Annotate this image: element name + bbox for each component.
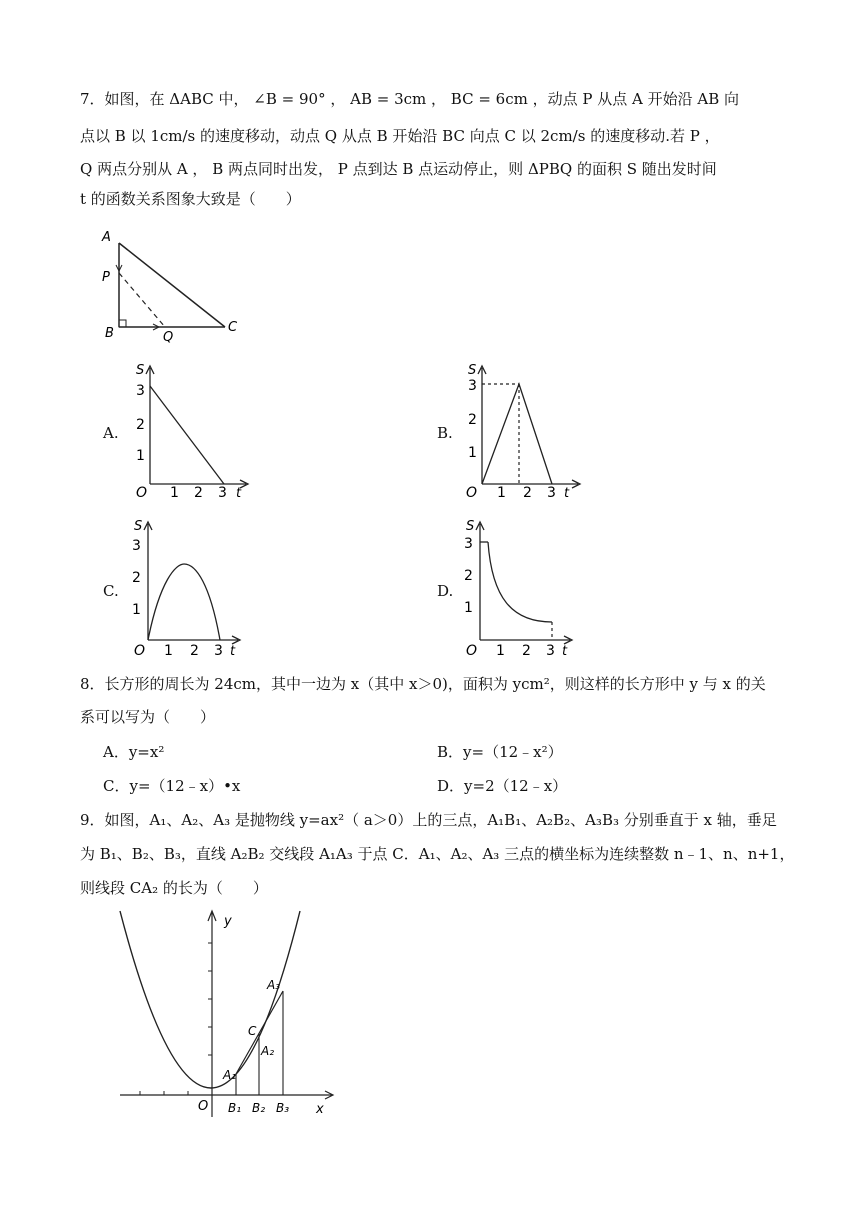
q7-triangle-figure xyxy=(95,225,255,345)
axis-y-label: y xyxy=(224,914,232,929)
q7-option-b-label: B. xyxy=(437,424,453,442)
xtick-3: 3 xyxy=(547,485,556,501)
label-a1: A₁ xyxy=(223,1068,237,1082)
axis-t-label: t xyxy=(230,644,236,659)
q8-option-d: D．y=2（12﹣x） xyxy=(437,777,568,795)
tick-2: 2 xyxy=(132,570,141,586)
tick-1: 1 xyxy=(468,445,477,461)
tick-1: 1 xyxy=(464,600,473,616)
tick-3: 3 xyxy=(468,378,477,394)
q7-line-4: t 的函数关系图象大致是（ ） xyxy=(80,190,301,208)
xtick-2: 2 xyxy=(190,643,199,659)
xtick-2: 2 xyxy=(522,643,531,659)
q9-line-3: 则线段 CA₂ 的长为（ ） xyxy=(80,879,268,897)
q8-option-c: C．y=（12﹣x）•x xyxy=(103,777,241,795)
xtick-1: 1 xyxy=(496,643,505,659)
xtick-1: 1 xyxy=(497,485,506,501)
tick-3: 3 xyxy=(132,538,141,554)
xtick-1: 1 xyxy=(164,643,173,659)
tick-1: 1 xyxy=(136,448,145,464)
q7-graph-c xyxy=(128,518,258,660)
label-P: P xyxy=(102,270,110,285)
axis-t-label: t xyxy=(564,486,570,501)
xtick-2: 2 xyxy=(523,485,532,501)
tick-2: 2 xyxy=(464,568,473,584)
q7-option-a-label: A. xyxy=(103,424,119,442)
origin-label: O xyxy=(466,643,478,659)
label-a2: A₂ xyxy=(261,1044,275,1058)
q7-graph-b xyxy=(460,362,590,502)
label-a3: A₃ xyxy=(267,978,281,992)
label-A: A xyxy=(102,230,111,245)
axis-t-label: t xyxy=(562,644,568,659)
label-b1: B₁ xyxy=(228,1101,242,1115)
q9-line-1: 9．如图，A₁、A₂、A₃ 是抛物线 y=ax²（ a＞0）上的三点，A₁B₁、A₂B₂、A₃B₃ 分别垂直于 x 轴，垂足 xyxy=(80,811,777,829)
axis-s-label: S xyxy=(134,519,143,534)
label-Q: Q xyxy=(163,330,174,345)
q9-parabola-figure xyxy=(112,905,342,1125)
q7-line-1: 7．如图，在 ΔABC 中， ∠B = 90° ， AB = 3cm ， BC = 6cm ，动点 P 从点 A 开始沿 AB 向 xyxy=(80,90,739,108)
axis-t-label: t xyxy=(236,486,242,501)
q9-line-2: 为 B₁、B₂、B₃，直线 A₂B₂ 交线段 A₁A₃ 于点 C．A₁、A₂、A₃ 三点的横坐标为连续整数 n﹣1、n、n+1， xyxy=(80,845,795,863)
tick-3: 3 xyxy=(464,536,473,552)
q7-graph-a xyxy=(128,362,258,502)
xtick-1: 1 xyxy=(170,485,179,501)
q8-line-1: 8．长方形的周长为 24cm，其中一边为 x（其中 x＞0)，面积为 ycm²，则这样的长方形中 y 与 x 的关 xyxy=(80,675,766,693)
q7-line-2: 点以 B 以 1cm/s 的速度移动，动点 Q 从点 B 开始沿 BC 向点 C 以 2cm/s 的速度移动.若 P ， xyxy=(80,127,720,145)
label-B: B xyxy=(105,326,114,341)
axis-x-label: x xyxy=(316,1102,324,1117)
q7-option-d-label: D. xyxy=(437,582,454,600)
xtick-3: 3 xyxy=(214,643,223,659)
axis-s-label: S xyxy=(466,519,475,534)
label-b2: B₂ xyxy=(252,1101,266,1115)
q8-option-a: A．y=x² xyxy=(103,743,165,761)
tick-2: 2 xyxy=(136,417,145,433)
tick-1: 1 xyxy=(132,602,141,618)
xtick-2: 2 xyxy=(194,485,203,501)
q7-line-3: Q 两点分别从 A ， B 两点同时出发， P 点到达 B 点运动停止，则 ΔPBQ 的面积 S 随出发时间 xyxy=(80,160,717,178)
origin-label: O xyxy=(134,643,146,659)
origin-label: O xyxy=(466,485,478,501)
axis-s-label: S xyxy=(468,363,477,378)
label-b3: B₃ xyxy=(276,1101,290,1115)
origin-label: O xyxy=(136,485,148,501)
q7-option-c-label: C. xyxy=(103,582,119,600)
origin-label: O xyxy=(198,1099,209,1114)
xtick-3: 3 xyxy=(218,485,227,501)
tick-2: 2 xyxy=(468,412,477,428)
xtick-3: 3 xyxy=(546,643,555,659)
label-C: C xyxy=(228,320,238,335)
q8-option-b: B．y=（12﹣x²） xyxy=(437,743,563,761)
q8-line-2: 系可以写为（ ） xyxy=(80,708,216,726)
q7-graph-d xyxy=(460,518,590,660)
tick-3: 3 xyxy=(136,383,145,399)
label-c: C xyxy=(248,1024,257,1038)
axis-s-label: S xyxy=(136,363,145,378)
